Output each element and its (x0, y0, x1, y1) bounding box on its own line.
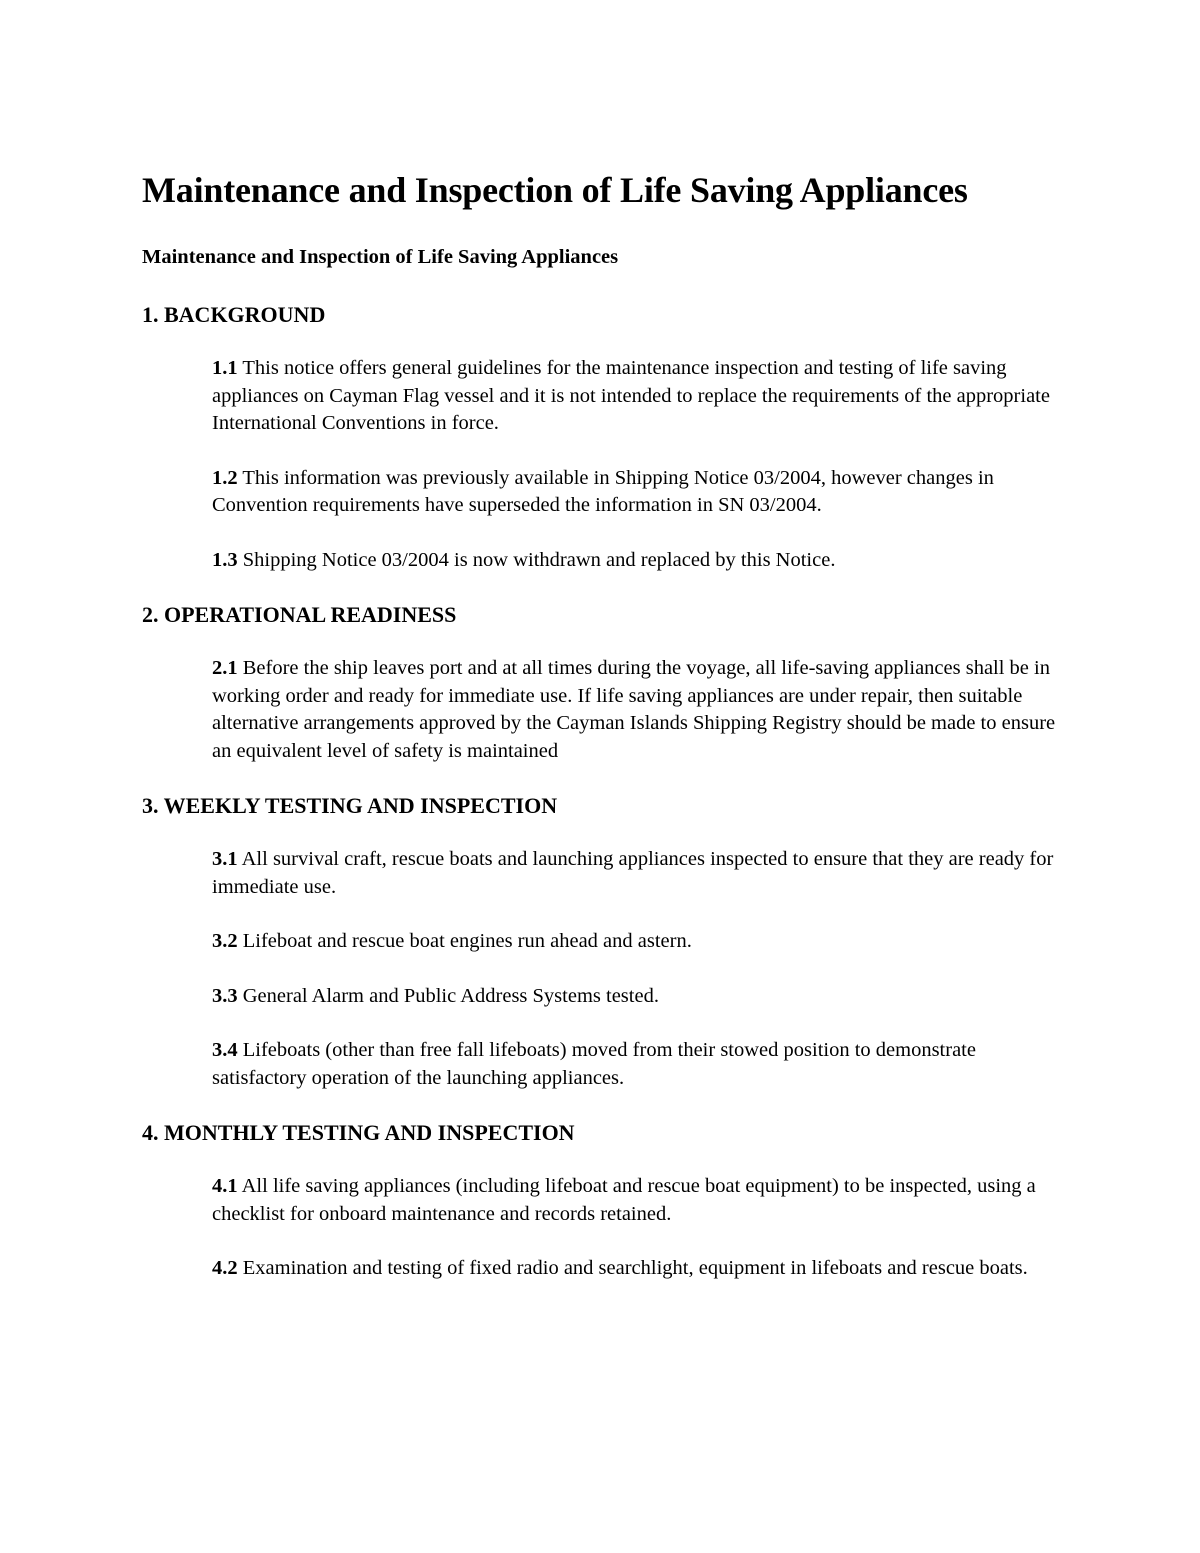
paragraph-number: 3.4 (212, 1039, 238, 1061)
document-subtitle: Maintenance and Inspection of Life Saving Appliances (142, 246, 619, 268)
paragraph (212, 1173, 1072, 1228)
paragraph-text: Examination and testing of fixed radio and searchlight, equipment in lifeboats and rescue boats. (242, 1257, 1028, 1279)
section-weekly-testing (142, 792, 1072, 1092)
paragraph-number: 2.1 (212, 657, 238, 679)
paragraph (212, 983, 1072, 1011)
paragraph-text: Lifeboats (other than free fall lifeboats) moved from their stowed position to demonstrate satisfactory operation of the launching appliances. (212, 1039, 976, 1089)
paragraph-text: This notice offers general guidelines for the maintenance inspection and testing of life saving appliances on Cayman Flag vessel and it is not intended to replace the requirements of the appropriate International Conventions in force. (212, 357, 1050, 434)
paragraph-text: All life saving appliances (including lifeboat and rescue boat equipment) to be inspected, using a checklist for onboard maintenance and records retained. (212, 1175, 1036, 1225)
paragraph (212, 547, 1072, 575)
paragraph (212, 1037, 1072, 1092)
section-heading: 4. MONTHLY TESTING AND INSPECTION (142, 1120, 575, 1145)
paragraph-text: This information was previously available in Shipping Notice 03/2004, however changes in Convention requirements have superseded the information in SN 03/2004. (212, 466, 994, 516)
paragraph-text: General Alarm and Public Address Systems tested. (242, 984, 659, 1007)
document-page (142, 168, 1072, 1310)
section-heading: 3. WEEKLY TESTING AND INSPECTION (142, 793, 558, 818)
paragraph-number: 4.2 (212, 1257, 238, 1279)
document-title: Maintenance and Inspection of Life Saving Appliances (142, 170, 968, 210)
section-operational-readiness (142, 601, 1072, 765)
paragraph-number: 4.1 (212, 1175, 238, 1197)
paragraph-number: 1.2 (212, 466, 238, 489)
paragraph (212, 928, 1072, 956)
paragraph-text: Before the ship leaves port and at all times during the voyage, all life-saving appliances shall be in working order and ready for immediate use. If life saving appliances are under repair, then suitable alternative arrangements approved by the Cayman Islands Shipping Registry should be made to ensure an equivalent level of safety is maintained (212, 657, 1056, 762)
paragraph-text: Shipping Notice 03/2004 is now withdrawn and replaced by this Notice. (242, 548, 836, 571)
paragraph-number: 3.2 (212, 930, 238, 952)
paragraph-text: All survival craft, rescue boats and launching appliances inspected to ensure that they are ready for immediate use. (212, 848, 1054, 898)
paragraph-number: 3.1 (212, 848, 238, 870)
section-heading: 2. OPERATIONAL READINESS (142, 602, 457, 627)
paragraph-number: 1.1 (212, 357, 238, 379)
paragraph (212, 355, 1072, 438)
paragraph (212, 1255, 1072, 1283)
section-background (142, 301, 1072, 574)
section-heading: 1. BACKGROUND (142, 302, 326, 327)
paragraph (212, 846, 1072, 901)
paragraph-number: 1.3 (212, 548, 238, 571)
paragraph-text: Lifeboat and rescue boat engines run ahead and astern. (242, 930, 692, 952)
paragraph (212, 465, 1072, 520)
paragraph (212, 655, 1072, 765)
paragraph-number: 3.3 (212, 984, 238, 1007)
section-monthly-testing (142, 1119, 1072, 1283)
